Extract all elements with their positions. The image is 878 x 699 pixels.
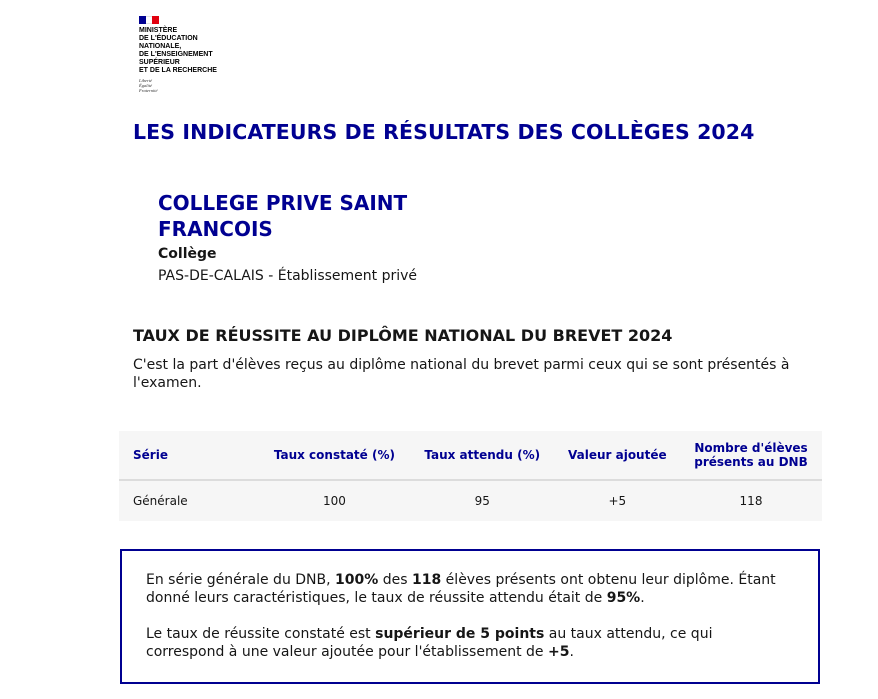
summary-highlight: +5	[547, 644, 570, 660]
results-table	[119, 431, 822, 521]
header-taux-attendu: Taux attendu (%)	[410, 431, 555, 480]
ministry-logo	[139, 16, 217, 93]
school-info	[158, 190, 518, 284]
section-description: C'est la part d'élèves reçus au diplôme national du brevet parmi ceux qui se sont présentés à l'examen.	[133, 357, 790, 391]
page-title: LES INDICATEURS DE RÉSULTATS DES COLLÈGES 2024	[133, 120, 755, 144]
summary-highlight: 118	[412, 572, 442, 588]
republic-motto: Liberté Égalité Fraternité	[139, 78, 158, 93]
school-name: COLLEGE PRIVE SAINT FRANCOIS	[158, 191, 408, 241]
cell-nombre-eleves: 118	[680, 480, 822, 521]
summary-paragraph-2	[146, 625, 794, 661]
summary-text: En série générale du DNB,	[146, 572, 336, 588]
summary-text: des	[378, 572, 412, 588]
summary-highlight: supérieur de 5 points	[375, 626, 545, 642]
summary-highlight: 100%	[335, 572, 379, 588]
summary-text: élèves présents ont obtenu leur diplôme. Étant donné leurs caractéristiques, le taux de réussite attendu était de	[146, 572, 776, 606]
ministry-name: MINISTÈRE DE L'ÉDUCATION NATIONALE, DE L'ENSEIGNEMENT SUPÉRIEUR ET DE LA RECHERCHE	[139, 27, 217, 74]
school-type: Collège	[158, 246, 217, 262]
cell-serie: Générale	[119, 480, 259, 521]
header-serie: Série	[119, 431, 259, 480]
cell-taux-constate: 100	[259, 480, 410, 521]
summary-highlight: 95%	[606, 590, 641, 606]
summary-text: Le taux de réussite constaté est	[146, 626, 376, 642]
header-nombre-eleves: Nombre d'élèves présents au DNB	[680, 431, 822, 480]
table-header-row	[119, 431, 822, 480]
cell-taux-attendu: 95	[410, 480, 555, 521]
school-location: PAS-DE-CALAIS - Établissement privé	[158, 268, 418, 284]
section-title: TAUX DE RÉUSSITE AU DIPLÔME NATIONAL DU BREVET 2024	[133, 326, 673, 345]
french-flag-icon	[139, 16, 159, 24]
header-taux-constate: Taux constaté (%)	[259, 431, 410, 480]
summary-text: .	[640, 590, 645, 606]
summary-text: au taux attendu, ce qui correspond à une valeur ajoutée pour l'établissement de	[146, 626, 713, 660]
summary-text: .	[569, 644, 574, 660]
summary-box	[120, 549, 820, 684]
header-valeur-ajoutee: Valeur ajoutée	[555, 431, 680, 480]
cell-valeur-ajoutee: +5	[555, 480, 680, 521]
summary-paragraph-1	[146, 571, 794, 607]
table-row	[119, 480, 822, 521]
